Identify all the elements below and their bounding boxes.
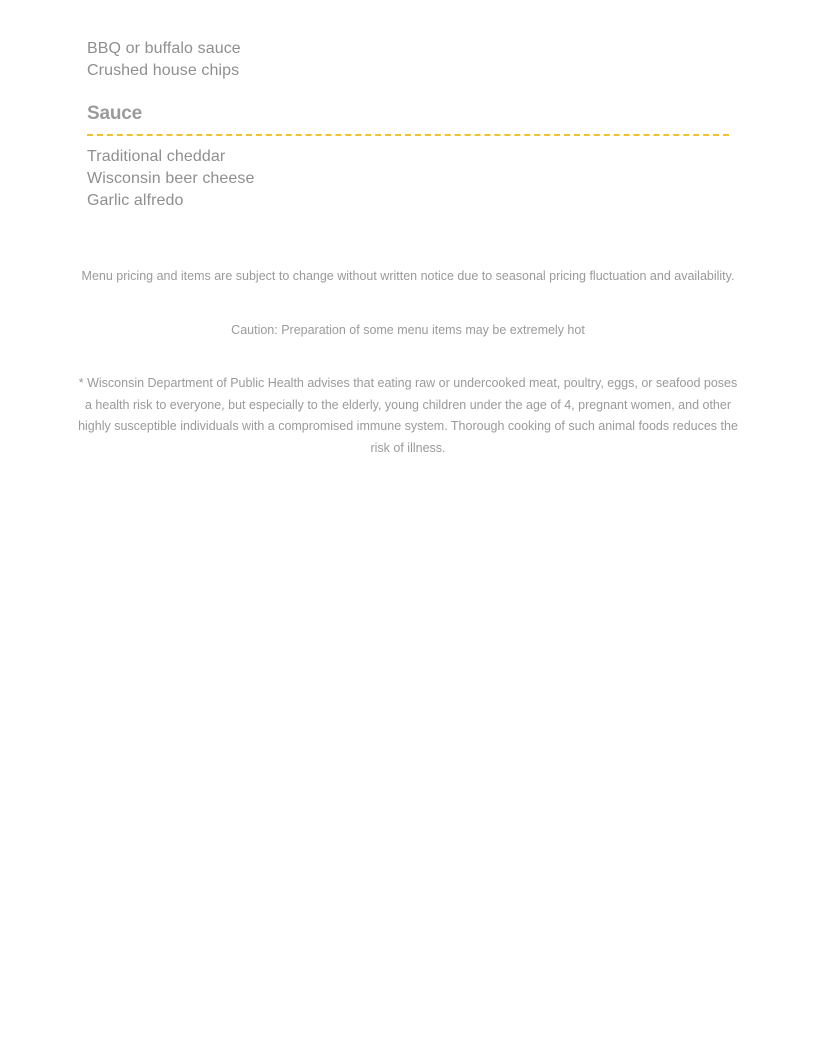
health-advisory-note: * Wisconsin Department of Public Health advises that eating raw or undercooked meat, poultry, eggs, or seafood poses a health risk to everyone, but especially to the elderly, young children under the age of 4, pregnant women, and other highly susceptible individuals with a compromised immune system. Thorough cooking of such animal foods reduces the risk of illness. (78, 376, 738, 455)
sauce-item-list (87, 146, 731, 212)
menu-content (87, 38, 731, 212)
top-item-list (87, 38, 731, 82)
list-item: Traditional cheddar (87, 148, 226, 165)
pricing-note: Menu pricing and items are subject to change without written notice due to seasonal pricing fluctuation and availability. (81, 269, 735, 283)
list-item: Garlic alfredo (87, 192, 184, 209)
list-item: BBQ or buffalo sauce (87, 40, 241, 57)
section-heading-sauce: Sauce (87, 103, 142, 124)
menu-footnotes (76, 266, 740, 491)
section-divider (87, 134, 729, 136)
list-item: Crushed house chips (87, 62, 240, 79)
caution-note: Caution: Preparation of some menu items may be extremely hot (231, 322, 585, 337)
list-item: Wisconsin beer cheese (87, 170, 255, 187)
